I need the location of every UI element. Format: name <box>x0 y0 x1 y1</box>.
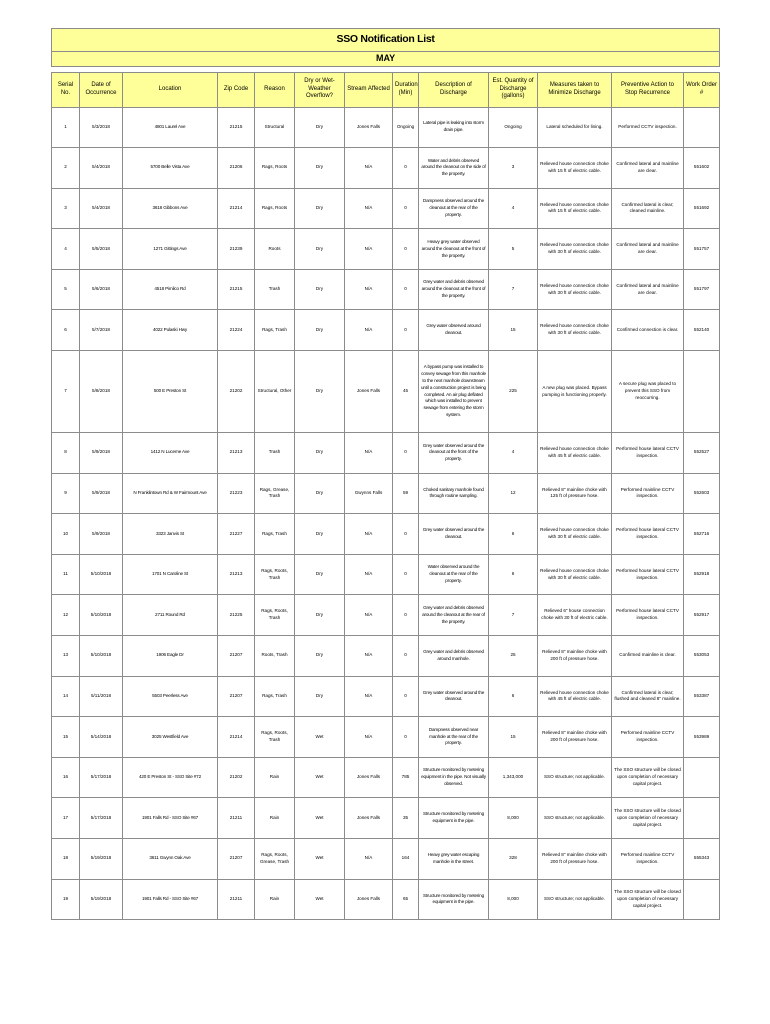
cell-preventive: Performed house lateral CCTV inspection. <box>612 433 684 474</box>
cell-preventive: The SSO structure will be closed upon completion of necessary capital project. <box>612 798 684 839</box>
cell-duration: Ongoing <box>393 107 419 148</box>
cell-location: 4022 Pulaski Hwy <box>123 310 218 351</box>
cell-dry-wet: Dry <box>295 107 345 148</box>
cell-description: Dampness observed around the cleanout at the rear of the property. <box>419 188 489 229</box>
cell-serial: 4 <box>52 229 80 270</box>
cell-quantity: 6 <box>489 554 538 595</box>
cell-location: 3025 Westfield Ave <box>123 717 218 758</box>
cell-dry-wet: Wet <box>295 798 345 839</box>
cell-reason: Rags, Trash <box>255 514 295 555</box>
table-row <box>52 514 720 555</box>
cell-date: 5/9/2018 <box>80 433 123 474</box>
cell-work-order: 551602 <box>684 148 720 189</box>
header-duration: Duration (Min) <box>393 72 419 107</box>
cell-dry-wet: Wet <box>295 879 345 920</box>
cell-stream: Jones Falls <box>345 757 393 798</box>
cell-reason: Rain <box>255 879 295 920</box>
header-reason: Reason <box>255 72 295 107</box>
cell-preventive: Confirmed lateral is clear; flushed and cleaned 8" mainline. <box>612 676 684 717</box>
cell-location: 1901 Falls Rd - SSO Site #67 <box>123 879 218 920</box>
table-body <box>52 107 720 920</box>
cell-zip: 21239 <box>218 229 255 270</box>
cell-work-order: 552716 <box>684 514 720 555</box>
cell-serial: 10 <box>52 514 80 555</box>
cell-zip: 21202 <box>218 351 255 433</box>
cell-stream: N/A <box>345 269 393 310</box>
cell-location: 4518 Pimlico Rd <box>123 269 218 310</box>
cell-reason: Rags, Roots, Trash <box>255 595 295 636</box>
cell-dry-wet: Dry <box>295 310 345 351</box>
cell-preventive: Confirmed lateral and mainline are clear. <box>612 269 684 310</box>
cell-description: Grey water and debris observed around the cleanout at the front of the property. <box>419 269 489 310</box>
table-row <box>52 310 720 351</box>
cell-serial: 19 <box>52 879 80 920</box>
cell-location: 5700 Belle Vista Ave <box>123 148 218 189</box>
table-row <box>52 798 720 839</box>
cell-quantity: 8,000 <box>489 879 538 920</box>
cell-stream: Gwynns Falls <box>345 473 393 514</box>
header-work-order: Work Order # <box>684 72 720 107</box>
cell-measures: Relieved house connection choke with 30 ft of electric cable. <box>538 514 612 555</box>
cell-work-order: 551757 <box>684 229 720 270</box>
cell-location: 420 E Preston St - SSO Site #72 <box>123 757 218 798</box>
cell-preventive: Performed mainline CCTV inspection. <box>612 717 684 758</box>
cell-duration: 0 <box>393 229 419 270</box>
cell-quantity: 3 <box>489 148 538 189</box>
cell-description: A bypass pump was installed to convey sewage from this manhole to the next manhole downstream until a construction project is being completed. An air plug deflated which was installed to prevent sewage from entering the storm system. <box>419 351 489 433</box>
cell-dry-wet: Dry <box>295 351 345 433</box>
cell-zip: 21211 <box>218 879 255 920</box>
header-zip: Zip Code <box>218 72 255 107</box>
cell-stream: N/A <box>345 595 393 636</box>
cell-duration: 0 <box>393 676 419 717</box>
cell-serial: 8 <box>52 433 80 474</box>
cell-serial: 5 <box>52 269 80 310</box>
cell-date: 5/10/2018 <box>80 595 123 636</box>
cell-quantity: 15 <box>489 717 538 758</box>
header-quantity: Est. Quantity of Discharge (gallons) <box>489 72 538 107</box>
table-row <box>52 107 720 148</box>
cell-date: 5/4/2018 <box>80 148 123 189</box>
cell-preventive: Performed mainline CCTV inspection. <box>612 839 684 880</box>
cell-zip: 21213 <box>218 554 255 595</box>
table-row <box>52 676 720 717</box>
cell-zip: 21211 <box>218 798 255 839</box>
cell-date: 5/4/2018 <box>80 188 123 229</box>
cell-zip: 21223 <box>218 473 255 514</box>
cell-measures: Relieved house connection choke with 45 ft of electric cable. <box>538 433 612 474</box>
table-row <box>52 188 720 229</box>
cell-stream: N/A <box>345 717 393 758</box>
cell-preventive: A secure plug was placed to prevent this SSO from reoccurring. <box>612 351 684 433</box>
cell-stream: N/A <box>345 514 393 555</box>
cell-zip: 21213 <box>218 433 255 474</box>
cell-preventive: Confirmed lateral is clear; cleaned mainline. <box>612 188 684 229</box>
header-preventive: Preventive Action to Stop Recurrence <box>612 72 684 107</box>
cell-description: Heavy grey water escaping manhole in the street. <box>419 839 489 880</box>
cell-measures: Relieved house connection choke with 15 ft of electric cable. <box>538 188 612 229</box>
cell-date: 5/7/2018 <box>80 310 123 351</box>
cell-preventive: Performed mainline CCTV inspection. <box>612 473 684 514</box>
cell-measures: Relieved house connection choke with 45 ft of electric cable. <box>538 676 612 717</box>
cell-serial: 2 <box>52 148 80 189</box>
cell-serial: 3 <box>52 188 80 229</box>
cell-description: Grey water and debris observed around the cleanout at the rear of the property. <box>419 595 489 636</box>
cell-reason: Roots <box>255 229 295 270</box>
cell-work-order: 552917 <box>684 595 720 636</box>
cell-description: Structure monitored by metering equipment in the pipe. Not visually observed. <box>419 757 489 798</box>
cell-description: Grey water observed around the cleanout. <box>419 514 489 555</box>
cell-quantity: 12 <box>489 473 538 514</box>
cell-location: 1701 N Caroline St <box>123 554 218 595</box>
cell-quantity: 1,343,000 <box>489 757 538 798</box>
cell-dry-wet: Dry <box>295 229 345 270</box>
cell-date: 5/9/2018 <box>80 473 123 514</box>
cell-duration: 65 <box>393 879 419 920</box>
cell-preventive: The SSO structure will be closed upon completion of necessary capital project. <box>612 879 684 920</box>
cell-reason: Rain <box>255 757 295 798</box>
cell-duration: 0 <box>393 188 419 229</box>
cell-measures: Relieved 8" mainline choke with 200 ft of pressure hose. <box>538 636 612 677</box>
cell-reason: Rags, Roots, Trash <box>255 717 295 758</box>
cell-zip: 21227 <box>218 514 255 555</box>
header-measures: Measures taken to Minimize Discharge <box>538 72 612 107</box>
cell-work-order <box>684 798 720 839</box>
cell-description: Water observed around the cleanout at the rear of the property. <box>419 554 489 595</box>
cell-dry-wet: Dry <box>295 676 345 717</box>
cell-location: 1901 Falls Rd - SSO Site #67 <box>123 798 218 839</box>
cell-measures: Lateral scheduled for lining. <box>538 107 612 148</box>
cell-description: Grey water observed around the cleanout at the front of the property. <box>419 433 489 474</box>
cell-reason: Roots, Trash <box>255 636 295 677</box>
cell-reason: Structural <box>255 107 295 148</box>
cell-duration: 0 <box>393 514 419 555</box>
cell-stream: N/A <box>345 148 393 189</box>
table-row <box>52 269 720 310</box>
table-row <box>52 757 720 798</box>
cell-preventive: Confirmed mainline is clear. <box>612 636 684 677</box>
cell-duration: 59 <box>393 473 419 514</box>
cell-location: 3618 Gibbons Ave <box>123 188 218 229</box>
cell-date: 5/19/2018 <box>80 839 123 880</box>
cell-description: Lateral pipe is leaking into storm drain pipe. <box>419 107 489 148</box>
cell-date: 5/17/2018 <box>80 798 123 839</box>
cell-work-order <box>684 757 720 798</box>
table-row <box>52 839 720 880</box>
cell-duration: 45 <box>393 351 419 433</box>
cell-duration: 0 <box>393 433 419 474</box>
cell-measures: A new plug was placed. Bypass pumping is functioning properly. <box>538 351 612 433</box>
cell-dry-wet: Wet <box>295 757 345 798</box>
page-title: SSO Notification List <box>52 29 720 52</box>
cell-stream: Jones Falls <box>345 351 393 433</box>
cell-serial: 11 <box>52 554 80 595</box>
cell-description: Heavy grey water observed around the cleanout at the front of the property. <box>419 229 489 270</box>
cell-reason: Rags, Roots <box>255 148 295 189</box>
table-row <box>52 351 720 433</box>
cell-dry-wet: Dry <box>295 269 345 310</box>
cell-duration: 0 <box>393 636 419 677</box>
cell-measures: Relieved house connection choke with 30 ft of electric cable. <box>538 554 612 595</box>
cell-stream: N/A <box>345 310 393 351</box>
cell-stream: N/A <box>345 229 393 270</box>
cell-duration: 0 <box>393 554 419 595</box>
cell-quantity: 5 <box>489 229 538 270</box>
table-row <box>52 717 720 758</box>
cell-work-order: 552918 <box>684 554 720 595</box>
cell-serial: 17 <box>52 798 80 839</box>
cell-description: Choked sanitary manhole found through routine sampling. <box>419 473 489 514</box>
cell-date: 5/17/2018 <box>80 757 123 798</box>
cell-zip: 21215 <box>218 269 255 310</box>
header-stream: Stream Affected <box>345 72 393 107</box>
cell-serial: 13 <box>52 636 80 677</box>
cell-stream: N/A <box>345 188 393 229</box>
cell-measures: SSO structure; not applicable. <box>538 757 612 798</box>
cell-preventive: Performed CCTV inspection. <box>612 107 684 148</box>
cell-quantity: 15 <box>489 310 538 351</box>
cell-work-order <box>684 879 720 920</box>
cell-dry-wet: Dry <box>295 595 345 636</box>
cell-serial: 1 <box>52 107 80 148</box>
table-row <box>52 148 720 189</box>
cell-work-order: 553387 <box>684 676 720 717</box>
cell-date: 5/14/2018 <box>80 717 123 758</box>
cell-quantity: Ongoing <box>489 107 538 148</box>
cell-preventive: Performed house lateral CCTV inspection. <box>612 554 684 595</box>
cell-duration: 164 <box>393 839 419 880</box>
cell-preventive: The SSO structure will be closed upon completion of necessary capital project. <box>612 757 684 798</box>
cell-date: 5/11/2018 <box>80 676 123 717</box>
header-location: Location <box>123 72 218 107</box>
cell-description: Grey water observed around cleanout. <box>419 310 489 351</box>
cell-stream: Jones Falls <box>345 107 393 148</box>
cell-reason: Rags, Trash <box>255 310 295 351</box>
cell-stream: N/A <box>345 554 393 595</box>
cell-location: 1906 Eagle Dr <box>123 636 218 677</box>
cell-location: N Franklintown Rd & W Fairmount Ave <box>123 473 218 514</box>
cell-serial: 16 <box>52 757 80 798</box>
cell-description: Grey water observed around the cleanout. <box>419 676 489 717</box>
cell-preventive: Performed house lateral CCTV inspection. <box>612 595 684 636</box>
cell-serial: 14 <box>52 676 80 717</box>
cell-quantity: 6 <box>489 514 538 555</box>
cell-work-order <box>684 351 720 433</box>
cell-date: 5/6/2018 <box>80 269 123 310</box>
header-description: Description of Discharge <box>419 72 489 107</box>
cell-duration: 0 <box>393 310 419 351</box>
cell-dry-wet: Dry <box>295 554 345 595</box>
cell-work-order: 552527 <box>684 433 720 474</box>
cell-work-order: 552140 <box>684 310 720 351</box>
cell-quantity: 4 <box>489 433 538 474</box>
cell-duration: 35 <box>393 798 419 839</box>
cell-measures: Relieved house connection choke with 15 ft of electric cable. <box>538 148 612 189</box>
cell-zip: 21215 <box>218 107 255 148</box>
sso-notification-table <box>51 28 720 920</box>
cell-location: 500 E Preston St <box>123 351 218 433</box>
cell-measures: Relieved 8" mainline choke with 125 ft of pressure hose. <box>538 473 612 514</box>
cell-zip: 21225 <box>218 595 255 636</box>
cell-quantity: 328 <box>489 839 538 880</box>
cell-duration: 785 <box>393 757 419 798</box>
cell-duration: 0 <box>393 269 419 310</box>
cell-location: 2711 Round Rd <box>123 595 218 636</box>
cell-measures: Relieved house connection choke with 30 ft of electric cable. <box>538 229 612 270</box>
header-dry-wet: Dry or Wet-Weather Overflow? <box>295 72 345 107</box>
cell-stream: Jones Falls <box>345 798 393 839</box>
cell-duration: 0 <box>393 148 419 189</box>
cell-date: 5/8/2018 <box>80 351 123 433</box>
cell-stream: N/A <box>345 839 393 880</box>
cell-date: 5/19/2018 <box>80 879 123 920</box>
cell-preventive: Performed house lateral CCTV inspection. <box>612 514 684 555</box>
cell-stream: N/A <box>345 676 393 717</box>
table-row <box>52 473 720 514</box>
header-date: Date of Occurrence <box>80 72 123 107</box>
cell-serial: 12 <box>52 595 80 636</box>
cell-work-order: 553989 <box>684 717 720 758</box>
cell-preventive: Confirmed lateral and mainline are clear. <box>612 229 684 270</box>
cell-dry-wet: Dry <box>295 433 345 474</box>
cell-location: 4801 Laurel Ave <box>123 107 218 148</box>
cell-dry-wet: Dry <box>295 514 345 555</box>
cell-work-order: 552603 <box>684 473 720 514</box>
cell-work-order: 551692 <box>684 188 720 229</box>
cell-zip: 21207 <box>218 636 255 677</box>
cell-reason: Rags, Roots <box>255 188 295 229</box>
cell-work-order: 553053 <box>684 636 720 677</box>
cell-reason: Rags, Roots, Trash <box>255 554 295 595</box>
cell-dry-wet: Dry <box>295 473 345 514</box>
cell-quantity: 4 <box>489 188 538 229</box>
cell-description: Dampness observed near manhole at the rear of the property. <box>419 717 489 758</box>
cell-reason: Rags, Grease, Trash <box>255 473 295 514</box>
cell-date: 5/9/2018 <box>80 514 123 555</box>
cell-reason: Rags, Roots, Grease, Trash <box>255 839 295 880</box>
cell-quantity: 6 <box>489 676 538 717</box>
cell-measures: Relieved 8" mainline choke with 200 ft of pressure hose. <box>538 717 612 758</box>
cell-duration: 0 <box>393 717 419 758</box>
cell-dry-wet: Dry <box>295 188 345 229</box>
cell-serial: 18 <box>52 839 80 880</box>
cell-quantity: 25 <box>489 636 538 677</box>
cell-quantity: 7 <box>489 269 538 310</box>
cell-zip: 21214 <box>218 717 255 758</box>
cell-stream: N/A <box>345 433 393 474</box>
cell-reason: Trash <box>255 433 295 474</box>
cell-stream: N/A <box>345 636 393 677</box>
cell-preventive: Confirmed connection is clear. <box>612 310 684 351</box>
table-row <box>52 879 720 920</box>
cell-preventive: Confirmed lateral and mainline are clear. <box>612 148 684 189</box>
cell-zip: 21207 <box>218 839 255 880</box>
header-serial: Serial No. <box>52 72 80 107</box>
cell-zip: 21202 <box>218 757 255 798</box>
cell-reason: Trash <box>255 269 295 310</box>
table-row <box>52 636 720 677</box>
cell-quantity: 7 <box>489 595 538 636</box>
cell-duration: 0 <box>393 595 419 636</box>
cell-measures: Relieved 6" house connection choke with 30 ft of electric cable. <box>538 595 612 636</box>
table-row <box>52 554 720 595</box>
cell-serial: 7 <box>52 351 80 433</box>
cell-dry-wet: Dry <box>295 636 345 677</box>
cell-measures: SSO structure; not applicable. <box>538 879 612 920</box>
cell-zip: 21224 <box>218 310 255 351</box>
month-heading: MAY <box>52 52 720 67</box>
cell-reason: Rain <box>255 798 295 839</box>
cell-date: 5/5/2018 <box>80 229 123 270</box>
cell-zip: 21207 <box>218 676 255 717</box>
cell-work-order: 551797 <box>684 269 720 310</box>
cell-location: 1412 N Lucerne Ave <box>123 433 218 474</box>
table-row <box>52 433 720 474</box>
cell-description: Structure monitored by metering equipment in the pipe. <box>419 798 489 839</box>
cell-measures: Relieved house connection choke with 30 ft of electric cable. <box>538 269 612 310</box>
cell-reason: Rags, Trash <box>255 676 295 717</box>
cell-measures: SSO structure; not applicable. <box>538 798 612 839</box>
cell-location: 1271 Gittings Ave <box>123 229 218 270</box>
cell-zip: 21206 <box>218 148 255 189</box>
table-row <box>52 229 720 270</box>
cell-reason: Structural, Other <box>255 351 295 433</box>
cell-serial: 9 <box>52 473 80 514</box>
cell-quantity: 8,000 <box>489 798 538 839</box>
cell-description: Structure monitored by metering equipment in the pipe. <box>419 879 489 920</box>
cell-dry-wet: Dry <box>295 148 345 189</box>
cell-dry-wet: Wet <box>295 717 345 758</box>
cell-work-order <box>684 107 720 148</box>
cell-date: 5/10/2018 <box>80 636 123 677</box>
column-header-row <box>52 72 720 107</box>
cell-location: 3323 Janvis St <box>123 514 218 555</box>
cell-description: Grey water and debris observed around manhole. <box>419 636 489 677</box>
cell-description: Water and debris observed around the cleanout on the side of the property. <box>419 148 489 189</box>
cell-zip: 21214 <box>218 188 255 229</box>
table-row <box>52 595 720 636</box>
cell-date: 5/3/2018 <box>80 107 123 148</box>
cell-location: 3611 Gwynn Oak Ave <box>123 839 218 880</box>
cell-serial: 15 <box>52 717 80 758</box>
cell-location: 5503 Peerless Ave <box>123 676 218 717</box>
cell-dry-wet: Wet <box>295 839 345 880</box>
cell-work-order: 555343 <box>684 839 720 880</box>
cell-serial: 6 <box>52 310 80 351</box>
cell-stream: Jones Falls <box>345 879 393 920</box>
cell-measures: Relieved 8" mainline choke with 200 ft of pressure hose. <box>538 839 612 880</box>
cell-measures: Relieved house connection choke with 30 ft of electric cable. <box>538 310 612 351</box>
cell-quantity: 225 <box>489 351 538 433</box>
cell-date: 5/10/2018 <box>80 554 123 595</box>
